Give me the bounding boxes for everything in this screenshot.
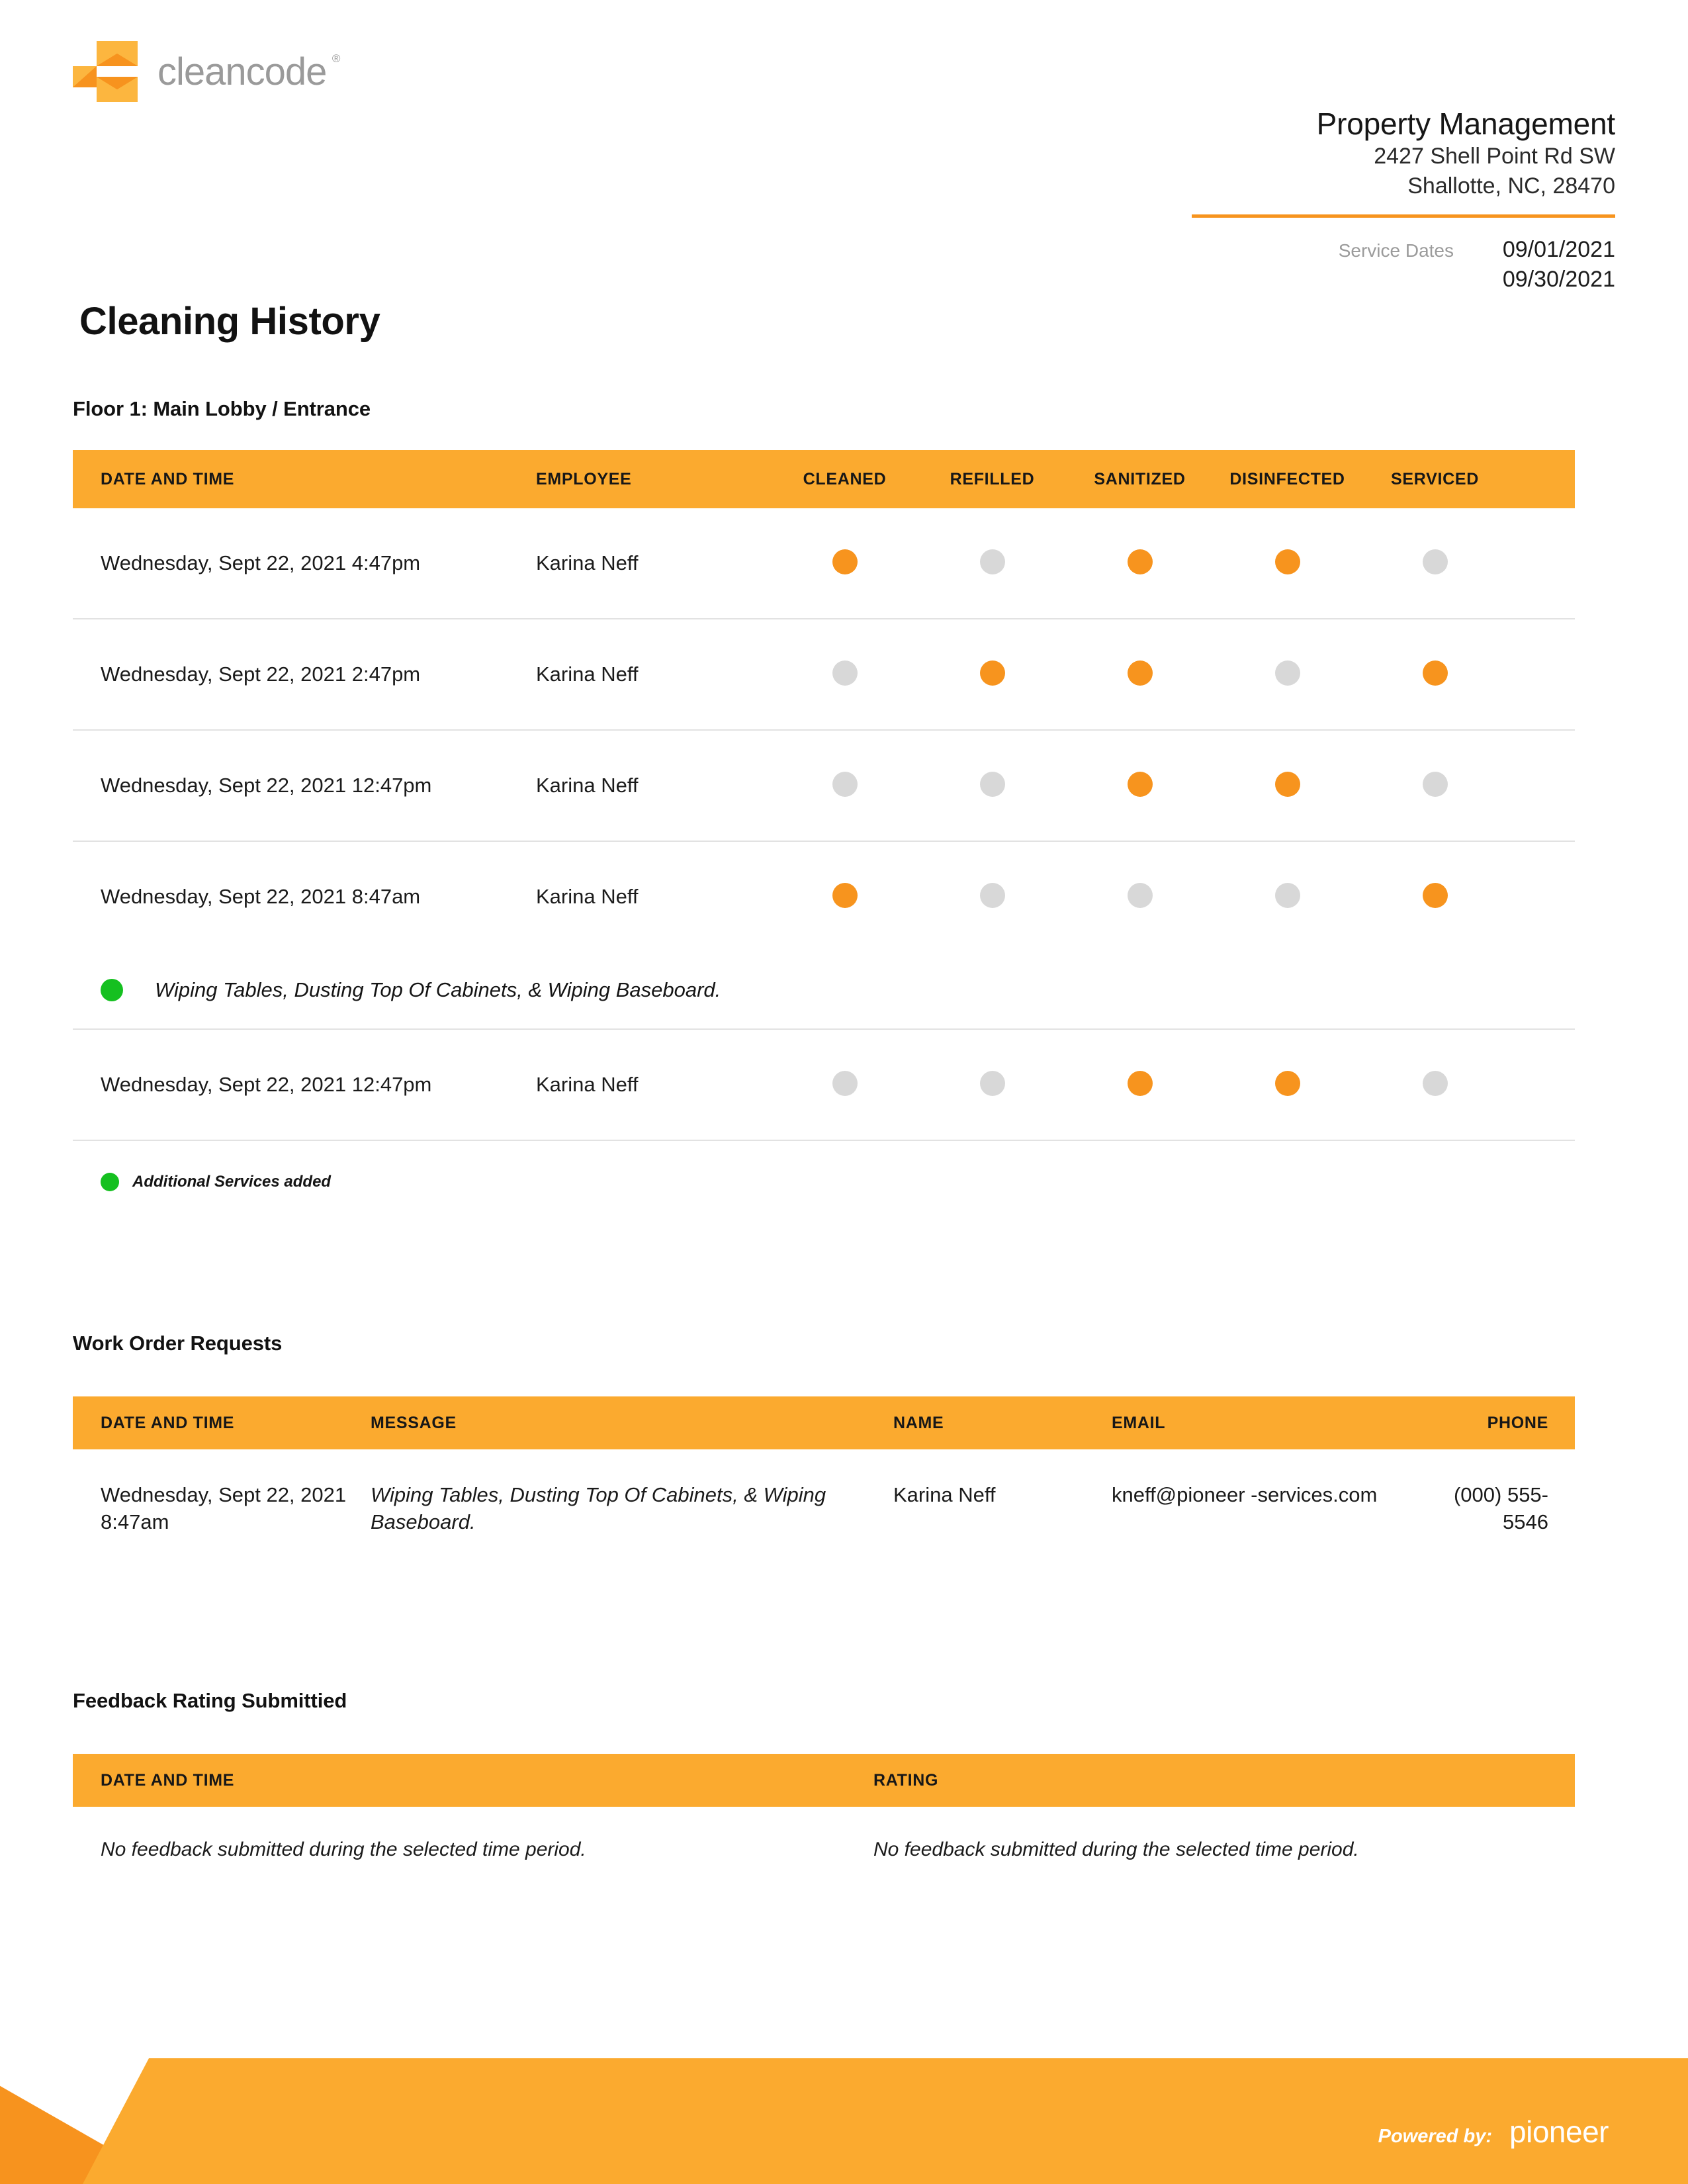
cell-refilled: [918, 549, 1066, 578]
cell-cleaned: [771, 772, 918, 800]
cell-employee: Karina Neff: [536, 885, 639, 908]
green-dot-icon: [101, 979, 123, 1001]
column-header-name: NAME: [893, 1413, 944, 1432]
legend-additional-services: [73, 1173, 1575, 1191]
status-dot-serviced: [1423, 883, 1448, 908]
status-dot-disinfected: [1275, 660, 1300, 686]
column-header-date-and-time: DATE AND TIME: [101, 1413, 235, 1432]
status-dot-cleaned: [832, 660, 858, 686]
cell-employee: Karina Neff: [536, 662, 639, 686]
cell-sanitized: [1066, 660, 1214, 689]
status-dot-sanitized: [1128, 660, 1153, 686]
cell-datetime: Wednesday, Sept 22, 2021 12:47pm: [101, 774, 432, 797]
cleaning-table-header-row: [73, 450, 1575, 508]
status-dot-disinfected: [1275, 549, 1300, 574]
status-dot-refilled: [980, 883, 1005, 908]
status-dot-refilled: [980, 772, 1005, 797]
table-row: [73, 508, 1575, 619]
status-dot-refilled: [980, 660, 1005, 686]
cell-datetime: Wednesday, Sept 22, 2021 8:47am: [101, 885, 421, 908]
status-dot-refilled: [980, 1071, 1005, 1096]
cell-disinfected: [1214, 549, 1361, 578]
work-order-requests-table: [73, 1396, 1575, 1549]
service-date-start: 09/01/2021: [1502, 237, 1615, 263]
column-header-cleaned: CLEANED: [803, 469, 887, 488]
table-row: [73, 1030, 1575, 1141]
status-dot-disinfected: [1275, 883, 1300, 908]
status-dot-cleaned: [832, 549, 858, 574]
cell-sanitized: [1066, 549, 1214, 578]
table-row: [73, 1449, 1575, 1549]
table-row: [73, 1807, 1575, 1893]
additional-service-note-text: Wiping Tables, Dusting Top Of Cabinets, & Wiping Baseboard.: [155, 978, 721, 1001]
cell-serviced: [1361, 549, 1509, 578]
additional-service-note-row: [73, 952, 1575, 1030]
cell-disinfected: [1214, 1071, 1361, 1099]
cell-feedback-rating-empty: No feedback submitted during the selected time period.: [873, 1839, 1359, 1860]
header-company-block: [887, 106, 1615, 295]
column-header-disinfected: DISINFECTED: [1229, 469, 1345, 488]
registered-trademark-icon: ®: [332, 52, 340, 65]
cell-phone: (000) 555-5546: [1453, 1483, 1548, 1534]
column-header-serviced: SERVICED: [1391, 469, 1479, 488]
service-dates-values: [1483, 235, 1615, 295]
feedback-table-header-row: [73, 1754, 1575, 1807]
cell-datetime: Wednesday, Sept 22, 2021 12:47pm: [101, 1073, 432, 1096]
cell-employee: Karina Neff: [536, 1073, 639, 1096]
footer-powered-by: [1378, 2114, 1609, 2150]
cell-email: kneff@pioneer -services.com: [1112, 1483, 1378, 1506]
column-header-rating: RATING: [873, 1770, 939, 1790]
status-dot-sanitized: [1128, 1071, 1153, 1096]
cell-disinfected: [1214, 883, 1361, 911]
status-dot-serviced: [1423, 772, 1448, 797]
column-header-email: EMAIL: [1112, 1413, 1166, 1432]
cleancode-logo-mark-icon: [73, 41, 138, 102]
status-dot-serviced: [1423, 660, 1448, 686]
status-dot-cleaned: [832, 772, 858, 797]
cell-disinfected: [1214, 660, 1361, 689]
green-dot-icon: [101, 1173, 119, 1191]
company-address-line-2: Shallotte, NC, 28470: [1407, 173, 1615, 199]
cell-refilled: [918, 1071, 1066, 1099]
status-dot-refilled: [980, 549, 1005, 574]
cell-sanitized: [1066, 772, 1214, 800]
cell-refilled: [918, 660, 1066, 689]
cell-cleaned: [771, 549, 918, 578]
company-address-line-1: 2427 Shell Point Rd SW: [1374, 144, 1615, 169]
cell-refilled: [918, 883, 1066, 911]
cell-message: Wiping Tables, Dusting Top Of Cabinets, & Wiping Baseboard.: [371, 1483, 826, 1534]
cleancode-wordmark: [157, 50, 340, 94]
header-divider: [1192, 214, 1615, 218]
cell-cleaned: [771, 660, 918, 689]
column-header-date-and-time: DATE AND TIME: [101, 1770, 235, 1790]
cell-datetime: Wednesday, Sept 22, 2021 4:47pm: [101, 551, 421, 574]
document-footer: [0, 2058, 1688, 2184]
work-orders-section-title: Work Order Requests: [73, 1332, 283, 1355]
cell-employee: Karina Neff: [536, 551, 639, 574]
cell-serviced: [1361, 772, 1509, 800]
cell-sanitized: [1066, 883, 1214, 911]
feedback-section-title: Feedback Rating Submittied: [73, 1689, 347, 1712]
cell-sanitized: [1066, 1071, 1214, 1099]
column-header-sanitized: SANITIZED: [1094, 469, 1186, 488]
cell-name: Karina Neff: [893, 1483, 996, 1506]
column-header-message: MESSAGE: [371, 1413, 457, 1432]
service-dates-block: [887, 235, 1615, 295]
cell-serviced: [1361, 660, 1509, 689]
cleaning-section-title: Floor 1: Main Lobby / Entrance: [73, 397, 371, 420]
page-title: Cleaning History: [79, 300, 380, 343]
cell-datetime: Wednesday, Sept 22, 2021 2:47pm: [101, 662, 421, 686]
status-dot-disinfected: [1275, 772, 1300, 797]
status-dot-sanitized: [1128, 883, 1153, 908]
report-content: [73, 397, 1575, 1893]
status-dot-disinfected: [1275, 1071, 1300, 1096]
cell-cleaned: [771, 883, 918, 911]
cleancode-logo: [73, 41, 340, 102]
column-header-employee: EMPLOYEE: [536, 469, 632, 488]
column-header-refilled: REFILLED: [950, 469, 1035, 488]
table-row: [73, 731, 1575, 842]
status-dot-sanitized: [1128, 772, 1153, 797]
work-order-table-header-row: [73, 1396, 1575, 1449]
cell-disinfected: [1214, 772, 1361, 800]
status-dot-cleaned: [832, 883, 858, 908]
cell-employee: Karina Neff: [536, 774, 639, 797]
status-dot-serviced: [1423, 549, 1448, 574]
cell-serviced: [1361, 1071, 1509, 1099]
legend-label: Additional Services added: [132, 1173, 332, 1191]
cell-feedback-datetime-empty: No feedback submitted during the selected time period.: [101, 1839, 586, 1860]
status-dot-sanitized: [1128, 549, 1153, 574]
cell-datetime: Wednesday, Sept 22, 2021 8:47am: [101, 1483, 347, 1534]
service-dates-label: Service Dates: [1338, 240, 1454, 261]
table-row: [73, 619, 1575, 731]
logo-word-text: cleancode: [157, 50, 327, 93]
service-date-end: 09/30/2021: [1502, 266, 1615, 292]
status-dot-cleaned: [832, 1071, 858, 1096]
cell-serviced: [1361, 883, 1509, 911]
table-row: [73, 842, 1575, 952]
cleaning-history-table: [73, 450, 1575, 1191]
feedback-rating-table: [73, 1754, 1575, 1893]
document-header: [0, 0, 1688, 292]
pioneer-wordmark: pioneer: [1509, 2115, 1609, 2149]
status-dot-serviced: [1423, 1071, 1448, 1096]
company-name: Property Management: [1316, 107, 1615, 141]
column-header-phone: PHONE: [1487, 1413, 1548, 1432]
column-header-date-and-time: DATE AND TIME: [101, 469, 235, 488]
cell-refilled: [918, 772, 1066, 800]
powered-by-label: Powered by:: [1378, 2126, 1493, 2147]
cell-cleaned: [771, 1071, 918, 1099]
